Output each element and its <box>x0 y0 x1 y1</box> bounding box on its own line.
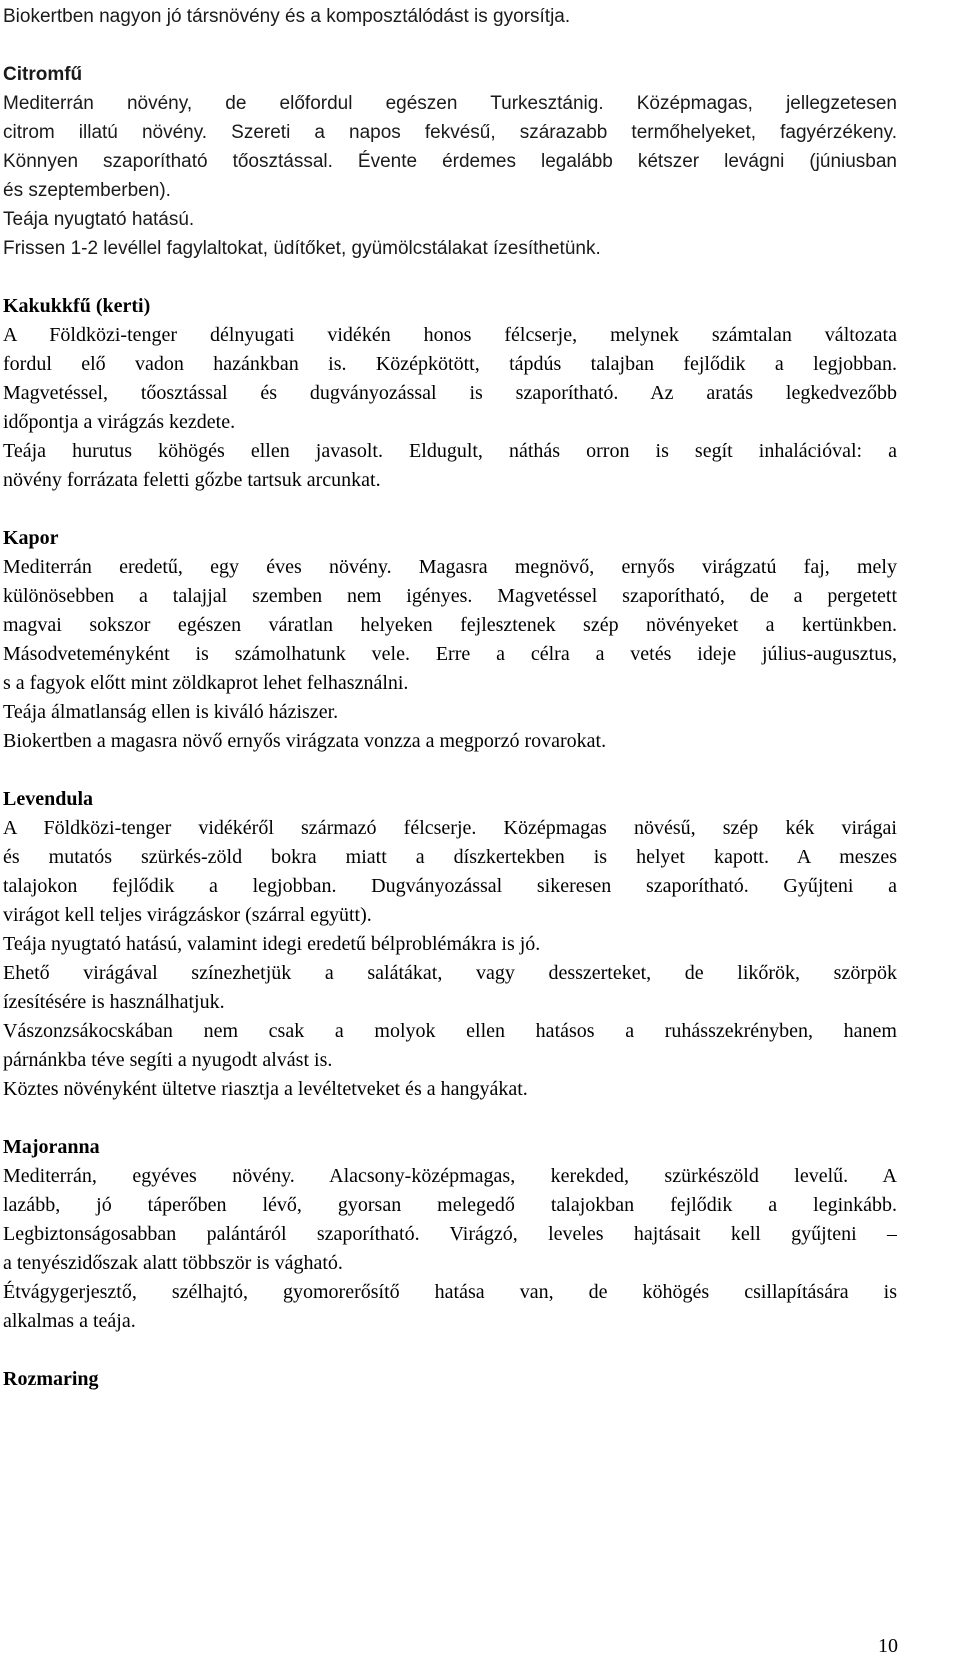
paragraph-line: Másodveteményként is számolhatunk vele. Erre a célra a vetés ideje július-augusztus, <box>3 643 897 665</box>
page-number: 10 <box>878 1635 898 1657</box>
section-gap <box>3 495 897 524</box>
paragraph-line: Köztes növényként ültetve riasztja a levéltetveket és a hangyákat. <box>3 1078 528 1100</box>
section-gap <box>3 31 897 60</box>
paragraph-line: ízesítésére is használhatjuk. <box>3 991 225 1013</box>
section-gap <box>3 1336 897 1365</box>
paragraph-line: Teája nyugtató hatású. <box>3 209 195 230</box>
paragraph-line: Étvágygerjesztő, szélhajtó, gyomorerősítő hatása van, de köhögés csillapítására is <box>3 1281 897 1303</box>
paragraph-line: a tenyészidőszak alatt többször is vágható. <box>3 1252 343 1274</box>
section-levendula <box>3 785 897 1104</box>
paragraph-line: különösebben a talajjal szemben nem igényes. Magvetéssel szaporítható, de a pergetett <box>3 585 897 607</box>
section-heading: Majoranna <box>3 1136 100 1158</box>
paragraph-line: virágot kell teljes virágzáskor (szárral együtt). <box>3 904 372 926</box>
paragraph-line: párnánkba téve segíti a nyugodt alvást is. <box>3 1049 333 1071</box>
paragraph-line: s a fagyok előtt mint zöldkaprot lehet felhasználni. <box>3 672 409 694</box>
section-heading: Citromfű <box>3 64 83 85</box>
paragraph-line: Mediterrán, egyéves növény. Alacsony-középmagas, kerekded, szürkészöld levelű. A <box>3 1165 897 1187</box>
intro-line: Biokertben nagyon jó társnövény és a komposztálódást is gyorsítja. <box>3 6 571 27</box>
paragraph-line: magvai sokszor egészen váratlan helyeken fejlesztenek szép növényeket a kertünkben. <box>3 614 897 636</box>
section-gap <box>3 756 897 785</box>
document-page <box>3 0 897 1394</box>
paragraph-line: Könnyen szaporítható tőosztással. Évente érdemes legalább kétszer levágni (júniusban <box>3 151 897 172</box>
section-heading: Kakukkfű (kerti) <box>3 295 151 317</box>
paragraph-line: Magvetéssel, tőosztással és dugványozással is szaporítható. Az aratás legkedvezőbb <box>3 382 897 404</box>
paragraph-line: alkalmas a teája. <box>3 1310 136 1332</box>
section-heading: Rozmaring <box>3 1368 99 1390</box>
paragraph-line: növény forrázata feletti gőzbe tartsuk arcunkat. <box>3 469 381 491</box>
paragraph-line: fordul elő vadon hazánkban is. Középkötött, tápdús talajban fejlődik a legjobban. <box>3 353 897 375</box>
section-citromfu <box>3 60 897 263</box>
paragraph-line: időpontja a virágzás kezdete. <box>3 411 236 433</box>
section-heading: Levendula <box>3 788 94 810</box>
paragraph-line: Frissen 1-2 levéllel fagylaltokat, üdítőket, gyümölcstálakat ízesíthetünk. <box>3 238 601 259</box>
paragraph-line: Vászonzsákocskában nem csak a molyok ellen hatásos a ruhásszekrényben, hanem <box>3 1020 897 1042</box>
section-gap <box>3 263 897 292</box>
paragraph-line: Biokertben a magasra növő ernyős virágzata vonzza a megporzó rovarokat. <box>3 730 607 752</box>
section-kapor <box>3 524 897 756</box>
paragraph-line: A Földközi-tenger délnyugati vidékén honos félcserje, melynek számtalan változata <box>3 324 897 346</box>
paragraph-line: Teája nyugtató hatású, valamint idegi eredetű bélproblémákra is jó. <box>3 933 541 955</box>
paragraph-line: lazább, jó táperőben lévő, gyorsan melegedő talajokban fejlődik a leginkább. <box>3 1194 897 1216</box>
paragraph-line: Teája álmatlanság ellen is kiváló háziszer. <box>3 701 339 723</box>
section-heading: Kapor <box>3 527 59 549</box>
paragraph-line: Mediterrán növény, de előfordul egészen Turkesztánig. Középmagas, jellegzetesen <box>3 93 897 114</box>
paragraph-line: és szeptemberben). <box>3 180 171 201</box>
paragraph-line: citrom illatú növény. Szereti a napos fekvésű, szárazabb termőhelyeket, fagyérzékeny. <box>3 122 897 143</box>
paragraph-line: talajokon fejlődik a legjobban. Dugványozással sikeresen szaporítható. Gyűjteni a <box>3 875 897 897</box>
section-kakukkfu <box>3 292 897 495</box>
paragraph-line: A Földközi-tenger vidékéről származó félcserje. Középmagas növésű, szép kék virágai <box>3 817 897 839</box>
section-rozmaring <box>3 1365 897 1394</box>
section-gap <box>3 1104 897 1133</box>
paragraph-line: Ehető virágával színezhetjük a salátákat, vagy desszerteket, de likőrök, szörpök <box>3 962 897 984</box>
paragraph-line: Legbiztonságosabban palántáról szaporítható. Virágzó, leveles hajtásait kell gyűjteni – <box>3 1223 897 1245</box>
paragraph-line: és mutatós szürkés-zöld bokra miatt a díszkertekben is helyet kapott. A meszes <box>3 846 897 868</box>
paragraph-line: Mediterrán eredetű, egy éves növény. Magasra megnövő, ernyős virágzatú faj, mely <box>3 556 897 578</box>
section-majoranna <box>3 1133 897 1336</box>
paragraph-line: Teája hurutus köhögés ellen javasolt. Eldugult, náthás orron is segít inhalációval: a <box>3 440 897 462</box>
